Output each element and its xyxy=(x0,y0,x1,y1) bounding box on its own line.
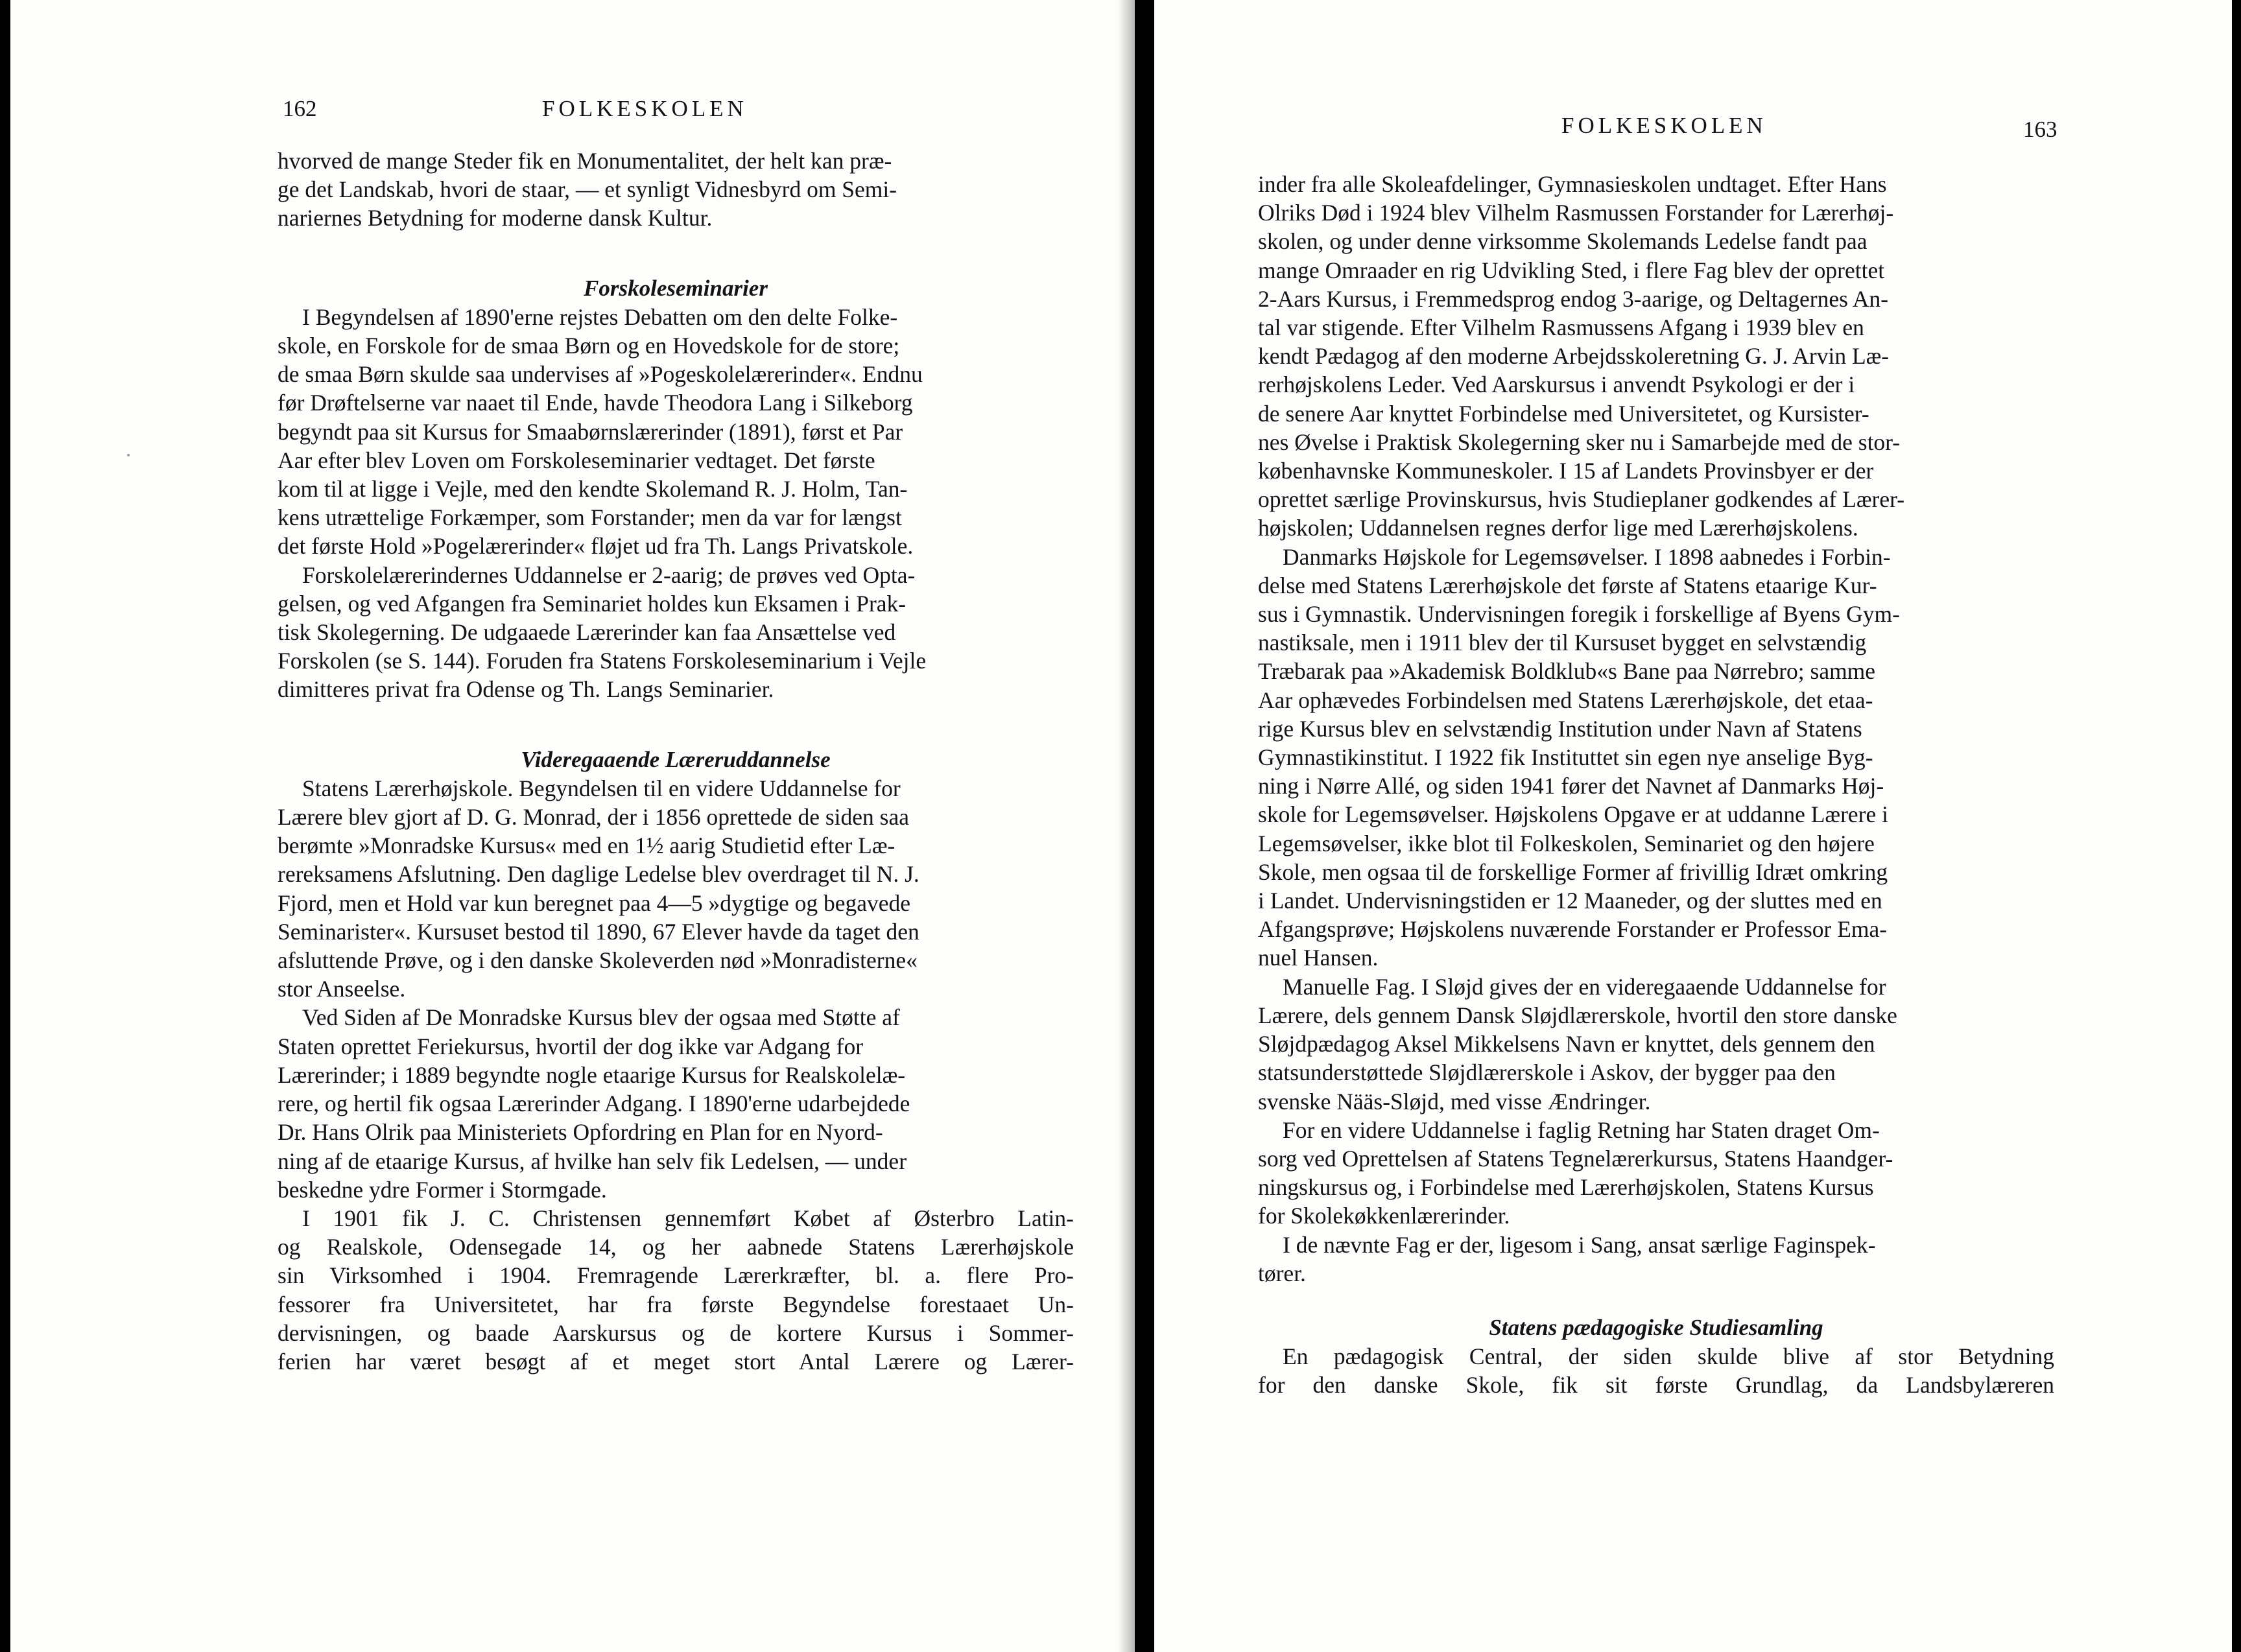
paragraph: Statens Lærerhøjskole. Begyndelsen til en videre Uddannelse for Lærere blev gjort af D. G. Monrad, der i 1856 oprettede de siden saa berømte »Monradske Kursus« med en 1½ aarig Studietid efter Læ- rereksamens Afslutning. Den daglige Ledelse blev overdraget til N. J. Fjord, men et Hold var kun beregnet paa 4—5 »dygtige og begavede Seminarister«. Kursuset bestod til 1890, 67 Elever havde da taget den afsluttende Prøve, og i den danske Skoleverden nød »Monradisterne« stor Anseelse. xyxy=(278,775,919,1002)
section-heading: Forskoleseminarier xyxy=(584,275,768,301)
paragraph: Danmarks Højskole for Legemsøvelser. I 1898 aabnedes i Forbin- delse med Statens Lærerhøjskole det første af Statens etaarige Kur- sus i Gymnastik. Undervisningen foregik i forskellige af Byens Gym- nastiksale, men i 1911 blev der til Kursuset bygget en selvstændig Træbarak paa »Akademisk Boldklub«s Bane paa Nørrebro; samme Aar ophævedes Forbindelsen med Statens Lærerhøjskole, det etaa- rige Kursus blev en selvstændig Institution under Navn af Statens Gymnastikinstitut. I 1922 fik Instituttet sin egen nye anselige Byg- ning i Nørre Allé, og siden 1941 fører det Navnet af Danmarks Høj- skole for Legemsøvelser. Højskolens Opgave er at uddanne Lærere i Legemsøvelser, ikke blot til Folkeskolen, Seminariet og den højere Skole, men ogsaa til de forskellige Former af frivillig Idræt omkring i Landet. Undervisningstiden er 12 Maaneder, og der sluttes med en Afgangsprøve; Højskolens nuværende Forstander er Professor Ema- nuel Hansen. xyxy=(1258,543,1900,971)
paragraph: I Begyndelsen af 1890'erne rejstes Debatten om den delte Folke- skole, en Forskole for de smaa Børn og en Hovedskole for de store; de smaa Børn skulde saa undervises af »Pogeskolelærerinder«. Endnu før Drøftelserne var naaet til Ende, havde Theodora Lang i Silkeborg begyndt paa sit Kursus for Smaabørnslærerinder (1891), først et Par Aar efter blev Loven om Forskoleseminarier vedtaget. Det første kom til at ligge i Vejle, med den kendte Skolemand R. J. Holm, Tan- kens utrættelige Forkæmper, som Forstander; men da var for længst det første Hold »Pogelærerinder« fløjet ud fra Th. Langs Privatskole. xyxy=(278,303,923,560)
right-text-block xyxy=(1258,170,2054,1400)
section-heading: Statens pædagogiske Studiesamling xyxy=(1489,1314,1823,1340)
page-number: 162 xyxy=(283,96,317,121)
paragraph: I de nævnte Fag er der, ligesom i Sang, ansat særlige Faginspek- tører. xyxy=(1258,1231,1876,1286)
running-head: FOLKESKOLEN xyxy=(1561,113,1767,138)
section-heading: Videregaaende Læreruddannelse xyxy=(521,746,831,772)
paragraph: inder fra alle Skoleafdelinger, Gymnasieskolen undtaget. Efter Hans Olriks Død i 1924 blev Vilhelm Rasmussen Forstander for Lærerhøj- skolen, og under denne virksomme Skolemands Ledelse fandt paa mange Omraader en rig Udvikling Sted, i flere Fag blev der oprettet 2-Aars Kursus, i Fremmedsprog endog 3-aarige, og Deltagernes An- tal var stigende. Efter Vilhelm Rasmussens Afgang i 1939 blev en kendt Pædagog af den moderne Arbejdsskoleretning G. J. Arvin Læ- rerhøjskolens Leder. Ved Aarskursus i anvendt Psykologi er der i de senere Aar knyttet Forbindelse med Universitetet, og Kursister- nes Øvelse i Praktisk Skolegerning sker nu i Samarbejde med de stor- københavnske Kommuneskoler. I 15 af Landets Provinsbyer er der oprettet særlige Provinskursus, hvis Studieplaner godkendes af Lærer- højskolen; Uddannelsen regnes derfor lige med Lærerhøjskolens. xyxy=(1258,171,1905,541)
right-page xyxy=(1154,0,2232,1652)
paragraph: For en videre Uddannelse i faglig Retning har Staten draget Om- sorg ved Oprettelsen af Statens Tegnelærerkursus, Statens Haandger- ningskursus og, i Forbindelse med Lærerhøjskolen, Statens Kursus for Skolekøkkenlærerinder. xyxy=(1258,1116,1893,1229)
paragraph: Ved Siden af De Monradske Kursus blev der ogsaa med Støtte af Staten oprettet Feriekursus, hvortil der dog ikke var Adgang for Lærerinder; i 1889 begyndte nogle etaarige Kursus for Realskolelæ- rere, og hertil fik ogsaa Lærerinder Adgang. I 1890'erne udarbejdede Dr. Hans Olrik paa Ministeriets Opfordring en Plan for en Nyord- ning af de etaarige Kursus, af hvilke han selv fik Ledelsen, — under beskedne ydre Former i Stormgade. xyxy=(278,1004,910,1203)
paragraph: Manuelle Fag. I Sløjd gives der en videregaaende Uddannelse for Lærere, dels gennem Dansk Sløjdlærerskole, hvortil den store danske Sløjdpædagog Aksel Mikkelsens Navn er knyttet, dels gennem den statsunderstøttede Sløjdlærerskole i Askov, der bygger paa den svenske Nääs-Sløjd, med visse Ændringer. xyxy=(1258,973,1897,1115)
left-text-block xyxy=(278,147,1074,1376)
speck xyxy=(127,454,130,456)
running-head: FOLKESKOLEN xyxy=(542,96,748,121)
spine-shadow xyxy=(1118,0,1135,1652)
paragraph: I 1901 fik J. C. Christensen gennemført Købet af Østerbro Latin- og Realskole, Odensegade 14, og her aabnede Statens Lærerhøjskole sin Virksomhed i 1904. Fremragende Lærerkræfter, bl. a. flere Pro- fessorer fra Universitetet, har fra første Begyndelse forestaaet Un- dervisningen, og baade Aarskursus og de kortere Kursus i Sommer- ferien har været besøgt af et meget stort Antal Lærere og Lærer- xyxy=(278,1205,1074,1375)
paragraph: Forskolelærerindernes Uddannelse er 2-aarig; de prøves ved Opta- gelsen, og ved Afgangen fra Seminariet holdes kun Eksamen i Prak- tisk Skolegerning. De udgaaede Lærerinder kan faa Ansættelse ved Forskolen (se S. 144). Foruden fra Statens Forskoleseminarium i Vejle dimitteres privat fra Odense og Th. Langs Seminarier. xyxy=(278,561,927,703)
paragraph: En pædagogisk Central, der siden skulde blive af stor Betydning for den danske Skole, fik sit første Grundlag, da Landsbylæreren xyxy=(1258,1343,2054,1398)
left-page xyxy=(10,0,1135,1652)
page-number: 163 xyxy=(2023,117,2057,142)
intro-paragraph: hvorved de mange Steder fik en Monumentalitet, der helt kan præ- ge det Landskab, hvori de staar, — et synligt Vidnesbyrd om Semi- nariernes Betydning for moderne dansk Kultur. xyxy=(278,148,897,231)
